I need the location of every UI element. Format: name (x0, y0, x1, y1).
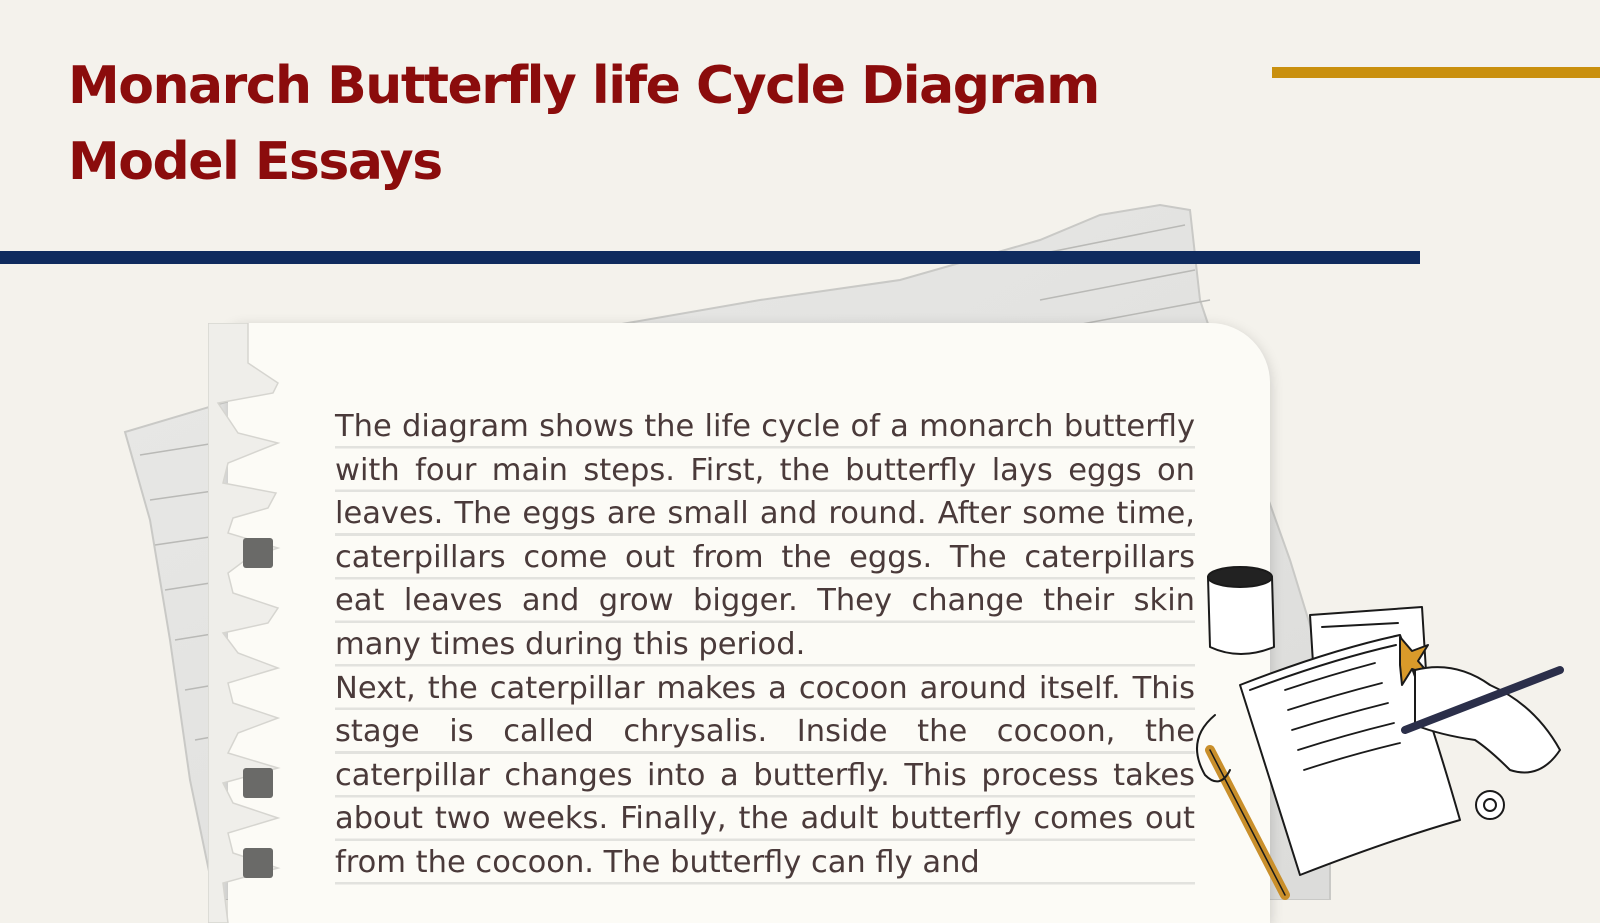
title-line-2: Model Essays (68, 132, 442, 192)
essay-text (335, 405, 1195, 885)
essay-paragraph: Next, the caterpillar makes a cocoon around itself. This stage is called chrysalis. Inside the cocoon, the caterpillar changes into a butterfly. This process takes about two weeks. Finally, the adult butterfly comes out from the cocoon. The butterfly can fly and (335, 670, 1195, 880)
navy-divider-rule (0, 251, 1420, 264)
writing-desk-doodle-icon (1190, 565, 1600, 900)
notebook-sheet (228, 323, 1270, 923)
title-line-1: Monarch Butterfly life Cycle Diagram (68, 56, 1099, 116)
gold-accent-rule (1272, 67, 1600, 78)
perforated-edge (208, 323, 298, 923)
essay-paragraph: The diagram shows the life cycle of a monarch butterfly with four main steps. First, the butterfly lays eggs on leaves. The eggs are small and round. After some time, caterpillars come out from the eggs. The caterpillars eat leaves and grow bigger. They change their skin many times during this period. (335, 409, 1195, 662)
page-title (68, 48, 1218, 200)
